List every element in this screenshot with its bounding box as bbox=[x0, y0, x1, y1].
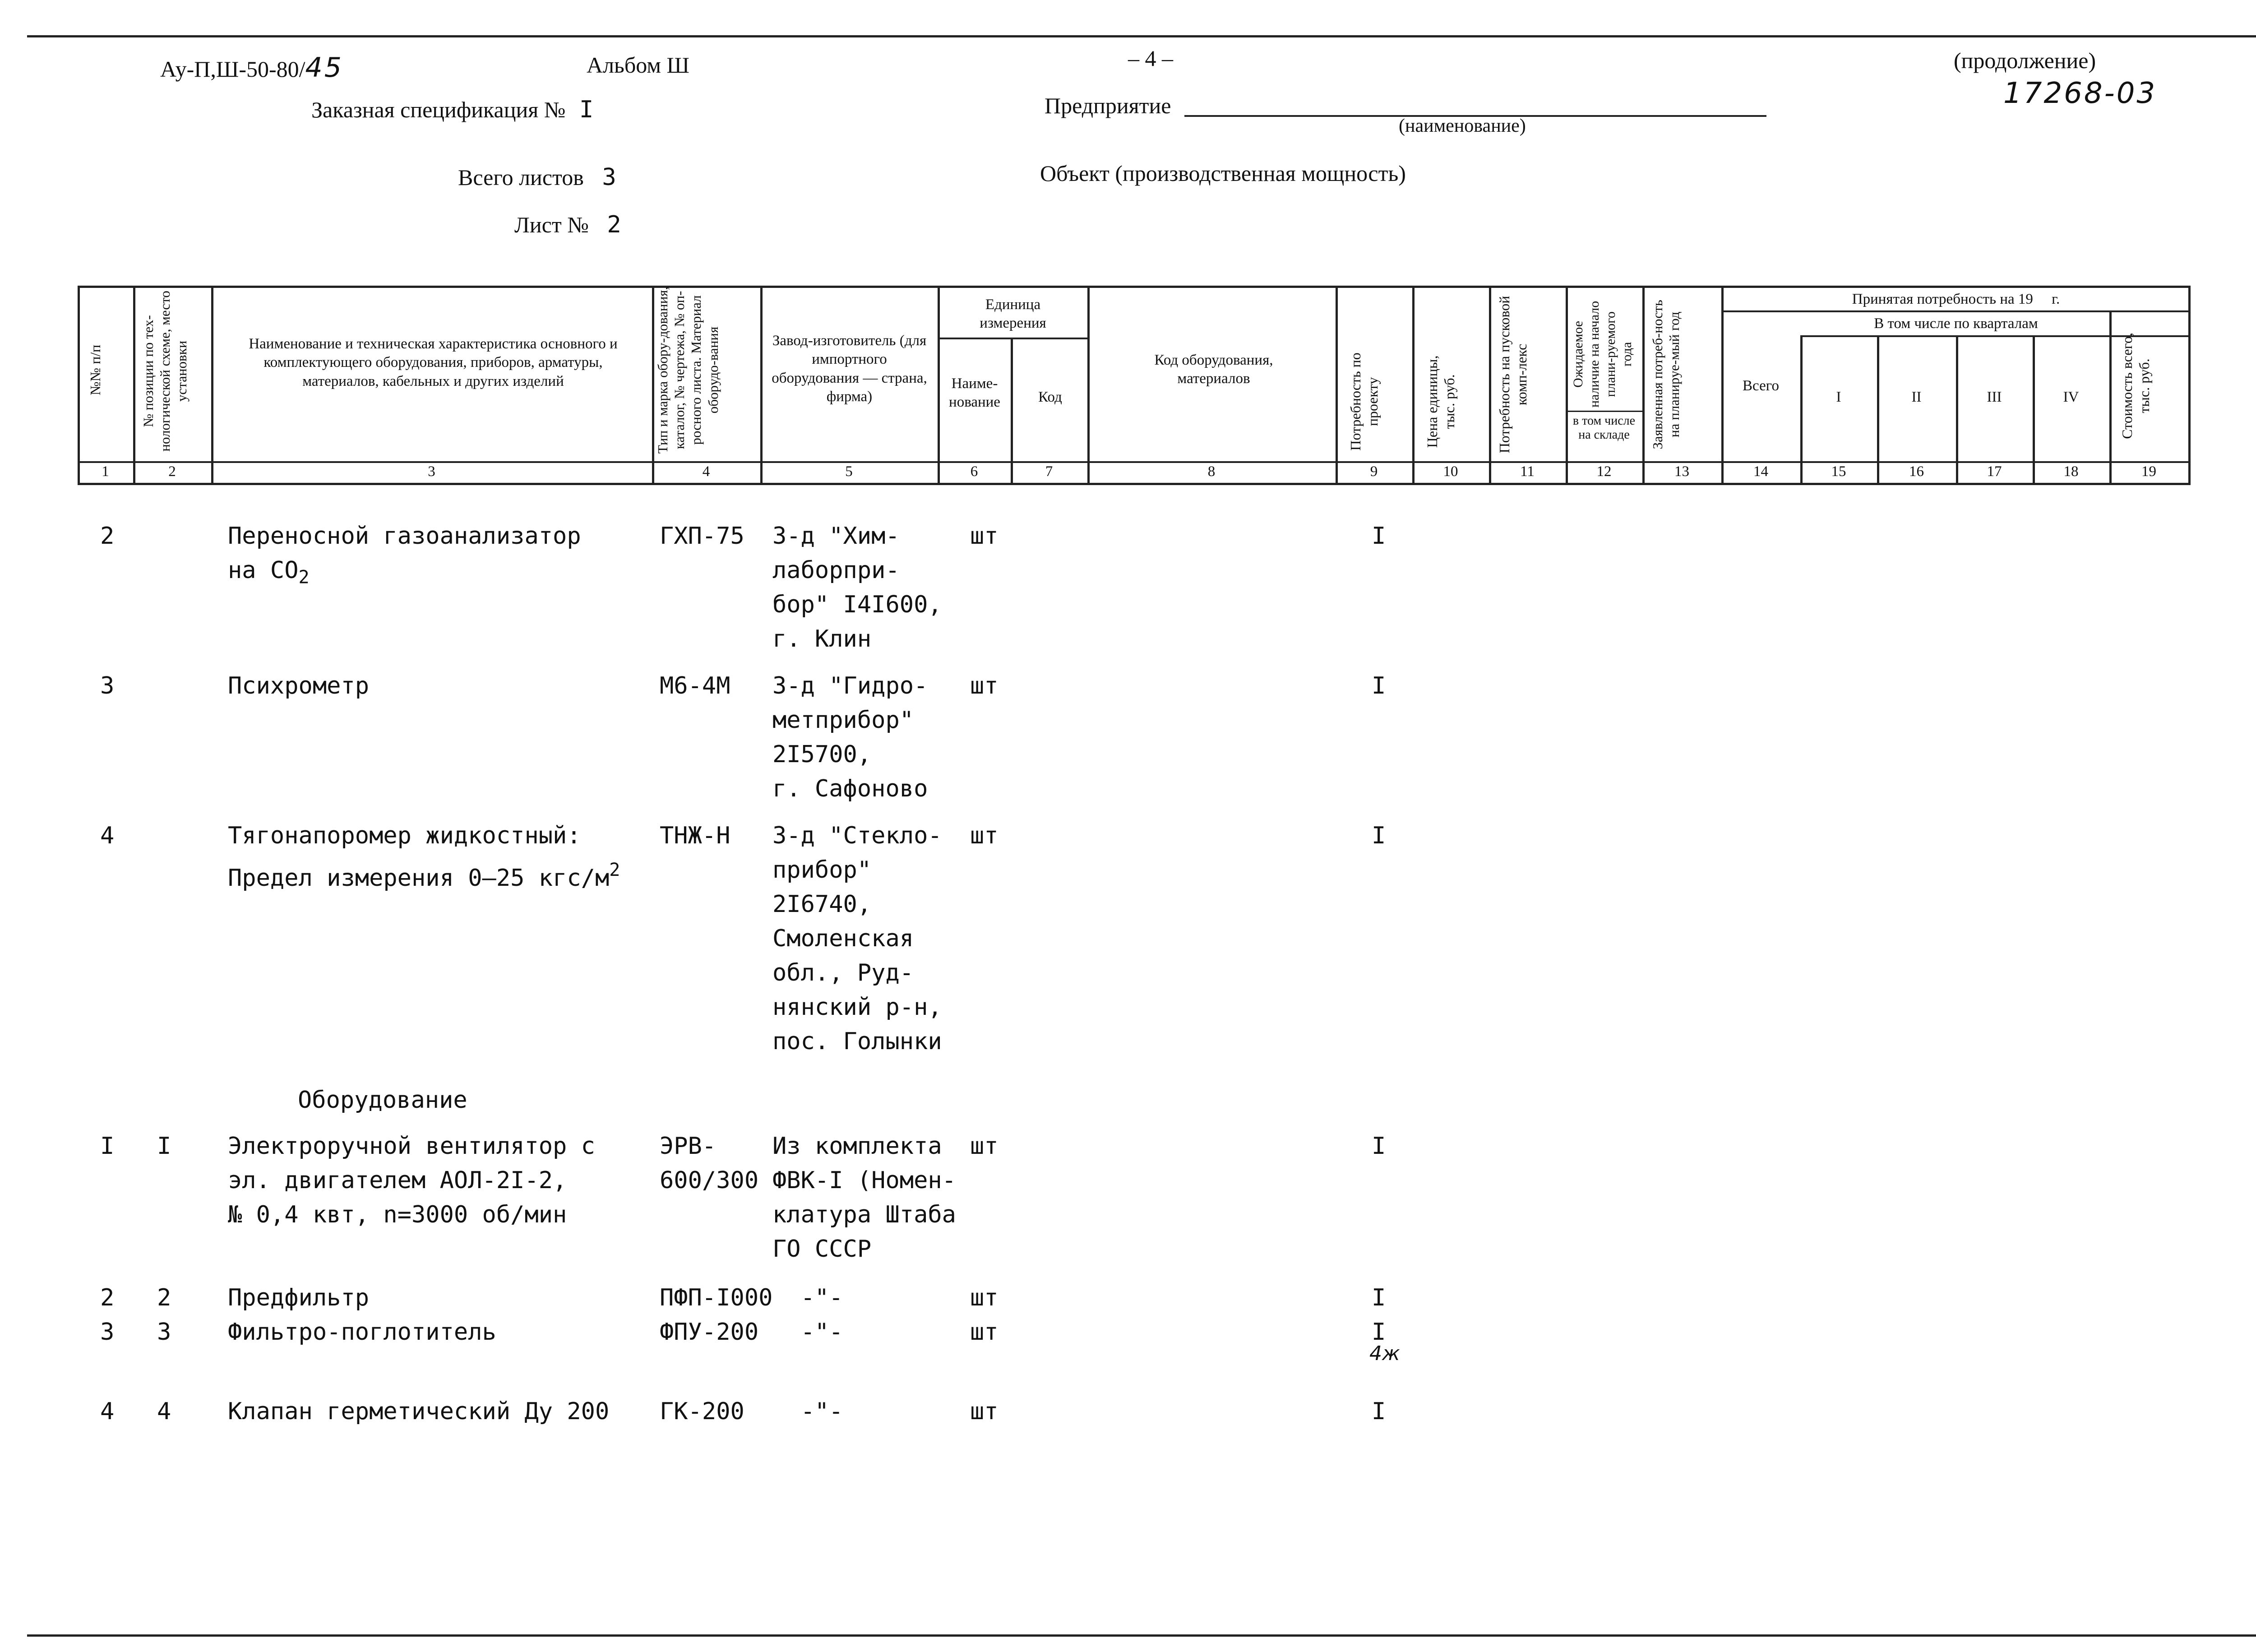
col-12b-header: в том числе на складе bbox=[1572, 414, 1636, 442]
col-11-header: Потребность на пусковой комп-лекс bbox=[1496, 296, 1530, 453]
col-18-header: IV bbox=[2063, 389, 2079, 405]
col-4-header: Тип и марка обору-дования, каталог, № чертежа, № оп-росного листа. Материал оборудо-вания bbox=[655, 286, 721, 454]
col-9-header: Потребность по проекту bbox=[1347, 352, 1381, 451]
col-14-header: Всего bbox=[1743, 378, 1779, 394]
col-1-header: №№ п/п bbox=[87, 344, 103, 396]
page-mark: – 4 – bbox=[1128, 46, 1173, 71]
accepted-header: Принятая потребность на 19 г. bbox=[1852, 291, 2060, 307]
col-7-header: Код bbox=[1038, 389, 1062, 405]
col-2-header: № позиции по тех-нологической схеме, место установки bbox=[140, 291, 190, 452]
quarters-header: В том числе по кварталам bbox=[1874, 315, 2038, 332]
sheet-label: Лист № 2 bbox=[514, 211, 621, 238]
col-6-header: Наиме-нование bbox=[949, 375, 1000, 411]
unit-header: Единица измерения bbox=[980, 296, 1046, 332]
bottom-border bbox=[27, 1634, 2256, 1637]
doc-number: 17268-03 bbox=[2003, 77, 2157, 110]
album-label: Альбом Ш bbox=[587, 52, 689, 78]
col-3-header: Наименование и техническая характеристика основного и комплектующего оборудования, приборов, арматуры, материалов, кабельных и других изделий bbox=[249, 336, 618, 389]
enterprise-sub: (наименование) bbox=[1399, 116, 1526, 136]
col-12-header: Ожидаемое наличие на начало плани-руемого года bbox=[1571, 301, 1634, 408]
col-5-header: Завод-изготовитель (для импортного оборудования — страна, фирма) bbox=[772, 333, 927, 405]
doc-code: Ау-П,Ш-50-80/45 bbox=[160, 52, 343, 83]
col-17-header: III bbox=[1987, 389, 2002, 405]
sheets-label: Всего листов 3 bbox=[458, 164, 616, 191]
qty-handwritten-note: 4ж bbox=[1369, 1342, 1400, 1365]
enterprise-label: Предприятие bbox=[1045, 93, 1171, 118]
object-label: Объект (производственная мощность) bbox=[1040, 161, 1406, 186]
col-8-header: Код оборудования, материалов bbox=[1154, 352, 1273, 387]
section-heading: Оборудование bbox=[298, 1087, 467, 1114]
continuation-label: (продолжение) bbox=[1954, 48, 2096, 73]
col-19-header: Стоимость всего, тыс. руб. bbox=[2119, 333, 2153, 439]
col-13-header: Заявленная потреб-ность на планируе-мый год bbox=[1650, 300, 1683, 449]
spec-label: Заказная спецификация № I bbox=[311, 96, 594, 123]
col-16-header: II bbox=[1911, 389, 1922, 405]
col-15-header: I bbox=[1836, 389, 1841, 405]
top-border bbox=[27, 35, 2256, 37]
col-10-header: Цена единицы, тыс. руб. bbox=[1424, 355, 1458, 448]
